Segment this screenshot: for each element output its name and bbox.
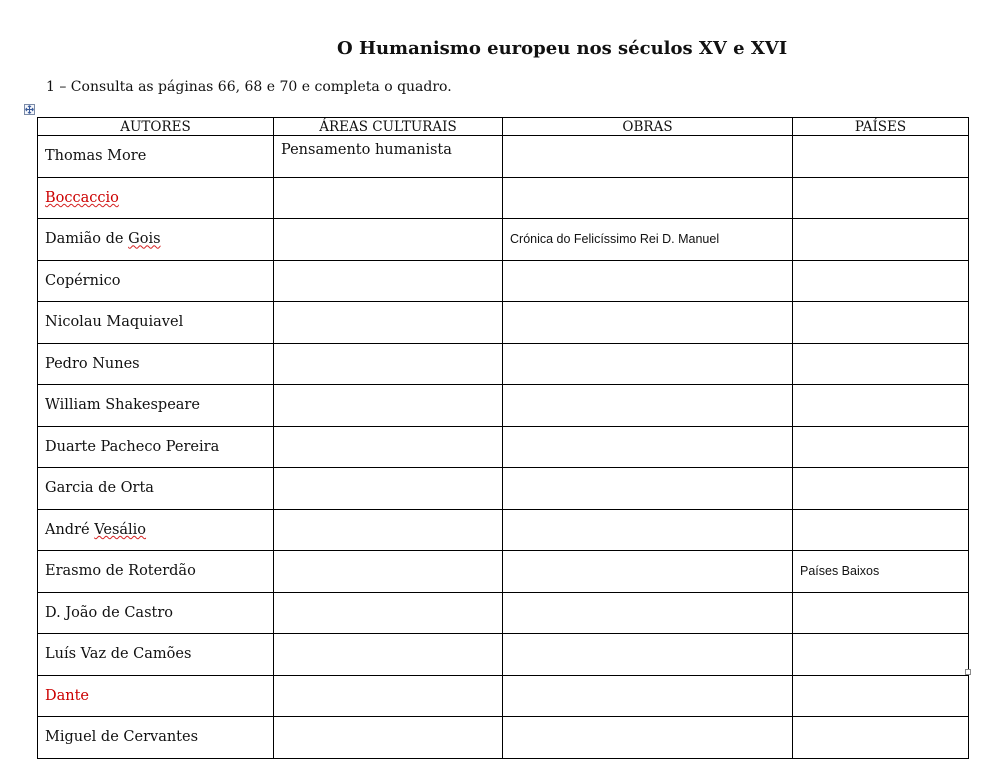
- table-row: [38, 426, 969, 468]
- area-cell[interactable]: [274, 219, 503, 261]
- area-cell[interactable]: [274, 343, 503, 385]
- area-cell[interactable]: [274, 385, 503, 427]
- author-name-part: Damião de: [45, 231, 129, 248]
- work-cell[interactable]: [503, 675, 793, 717]
- country-cell[interactable]: [793, 634, 969, 676]
- area-cell[interactable]: [274, 634, 503, 676]
- instruction-text: 1 – Consulta as páginas 66, 68 e 70 e completa o quadro.: [46, 79, 452, 95]
- header-cultural-areas: ÁREAS CULTURAIS: [274, 118, 503, 136]
- work-cell[interactable]: [503, 468, 793, 510]
- author-cell[interactable]: Erasmo de Roterdão: [38, 551, 274, 593]
- table-move-handle-icon[interactable]: [24, 104, 35, 115]
- area-cell[interactable]: [274, 468, 503, 510]
- work-cell[interactable]: [503, 426, 793, 468]
- area-cell[interactable]: [274, 592, 503, 634]
- table-row: [38, 302, 969, 344]
- table-row: [38, 385, 969, 427]
- country-cell[interactable]: [793, 302, 969, 344]
- author-cell[interactable]: Pedro Nunes: [38, 343, 274, 385]
- country-cell[interactable]: [793, 136, 969, 178]
- area-cell[interactable]: [274, 260, 503, 302]
- work-cell[interactable]: [503, 302, 793, 344]
- work-cell[interactable]: [503, 385, 793, 427]
- work-cell[interactable]: [503, 717, 793, 759]
- author-cell[interactable]: D. João de Castro: [38, 592, 274, 634]
- work-cell[interactable]: [503, 177, 793, 219]
- table-row: [38, 675, 969, 717]
- table-row: [38, 509, 969, 551]
- table-row: [38, 343, 969, 385]
- table-row: [38, 260, 969, 302]
- spellcheck-flagged-text: Boccaccio: [45, 189, 119, 206]
- work-cell[interactable]: [503, 551, 793, 593]
- country-cell[interactable]: [793, 717, 969, 759]
- author-cell[interactable]: Duarte Pacheco Pereira: [38, 426, 274, 468]
- author-cell[interactable]: [38, 177, 274, 219]
- table-row: [38, 551, 969, 593]
- humanism-table: [37, 117, 969, 759]
- country-cell[interactable]: [793, 468, 969, 510]
- author-cell[interactable]: Copérnico: [38, 260, 274, 302]
- header-works: OBRAS: [503, 118, 793, 136]
- header-authors: AUTORES: [38, 118, 274, 136]
- area-cell[interactable]: [274, 551, 503, 593]
- author-cell[interactable]: Dante: [38, 675, 274, 717]
- spellcheck-flagged-text: Vesálio: [94, 521, 147, 538]
- header-row: [38, 118, 969, 136]
- country-cell[interactable]: Países Baixos: [793, 551, 969, 593]
- table-row: [38, 717, 969, 759]
- area-cell[interactable]: [274, 717, 503, 759]
- author-cell[interactable]: Thomas More: [38, 136, 274, 178]
- spellcheck-flagged-text: Gois: [128, 231, 161, 248]
- author-name-part: André: [45, 521, 95, 538]
- author-cell[interactable]: [38, 509, 274, 551]
- country-cell[interactable]: [793, 426, 969, 468]
- country-cell[interactable]: [793, 177, 969, 219]
- area-cell[interactable]: [274, 509, 503, 551]
- area-cell[interactable]: [274, 426, 503, 468]
- author-cell[interactable]: Garcia de Orta: [38, 468, 274, 510]
- table-resize-handle-icon[interactable]: [965, 669, 971, 675]
- area-cell[interactable]: [274, 302, 503, 344]
- country-cell[interactable]: [793, 675, 969, 717]
- author-cell[interactable]: Nicolau Maquiavel: [38, 302, 274, 344]
- country-cell[interactable]: [793, 385, 969, 427]
- table-row: [38, 634, 969, 676]
- country-cell[interactable]: [793, 592, 969, 634]
- table-row: [38, 177, 969, 219]
- table-row: [38, 468, 969, 510]
- work-cell[interactable]: [503, 136, 793, 178]
- author-cell[interactable]: William Shakespeare: [38, 385, 274, 427]
- author-cell[interactable]: Miguel de Cervantes: [38, 717, 274, 759]
- area-cell[interactable]: Pensamento humanista: [274, 136, 503, 178]
- work-cell[interactable]: [503, 343, 793, 385]
- table-row: [38, 136, 969, 178]
- work-cell[interactable]: [503, 592, 793, 634]
- work-cell[interactable]: Crónica do Felicíssimo Rei D. Manuel: [503, 219, 793, 261]
- area-cell[interactable]: [274, 177, 503, 219]
- table-row: [38, 219, 969, 261]
- country-cell[interactable]: [793, 219, 969, 261]
- table-row: [38, 592, 969, 634]
- country-cell[interactable]: [793, 343, 969, 385]
- author-cell[interactable]: [38, 219, 274, 261]
- country-cell[interactable]: [793, 509, 969, 551]
- page-title: O Humanismo europeu nos séculos XV e XVI: [337, 38, 788, 59]
- work-cell[interactable]: [503, 509, 793, 551]
- area-cell[interactable]: [274, 675, 503, 717]
- author-cell[interactable]: Luís Vaz de Camões: [38, 634, 274, 676]
- work-cell[interactable]: [503, 260, 793, 302]
- work-cell[interactable]: [503, 634, 793, 676]
- header-countries: PAÍSES: [793, 118, 969, 136]
- country-cell[interactable]: [793, 260, 969, 302]
